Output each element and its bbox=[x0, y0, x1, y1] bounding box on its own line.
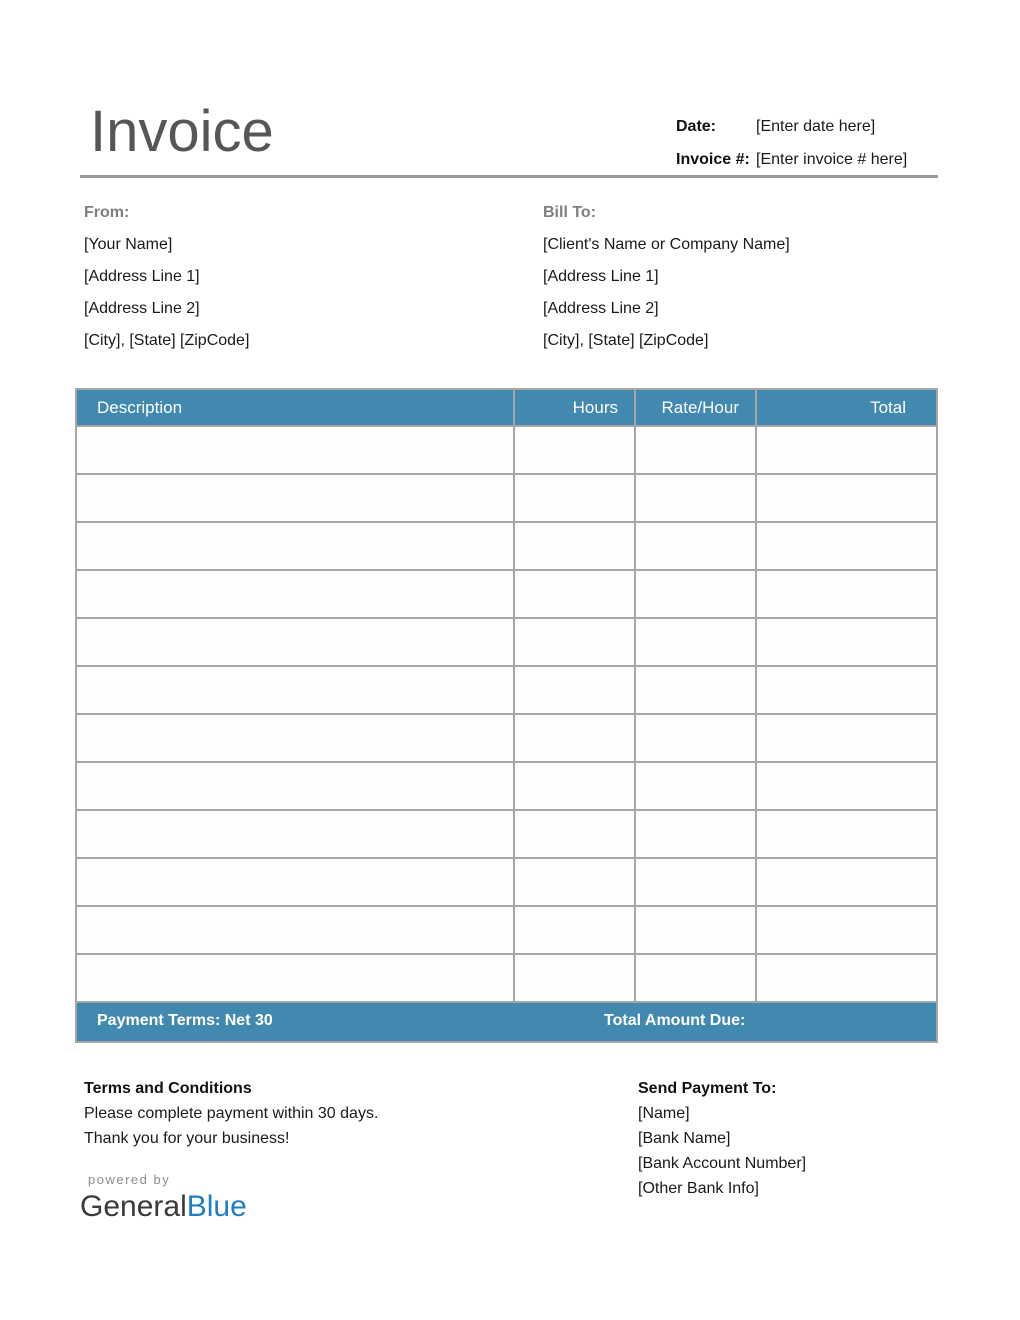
cell-total[interactable] bbox=[755, 667, 936, 713]
invoice-number-row bbox=[676, 143, 907, 176]
cell-description[interactable] bbox=[77, 427, 513, 473]
cell-rate-hour[interactable] bbox=[634, 571, 755, 617]
from-address-line[interactable]: [Your Name] bbox=[84, 236, 173, 253]
page-title: Invoice bbox=[90, 99, 274, 164]
cell-hours[interactable] bbox=[513, 667, 634, 713]
table-row bbox=[77, 521, 936, 569]
table-row bbox=[77, 665, 936, 713]
cell-hours[interactable] bbox=[513, 811, 634, 857]
cell-description[interactable] bbox=[77, 859, 513, 905]
cell-hours[interactable] bbox=[513, 907, 634, 953]
from-label: From: bbox=[84, 204, 130, 221]
column-header-rate-hour: Rate/Hour bbox=[634, 390, 755, 425]
bill-to-address-line[interactable]: [City], [State] [ZipCode] bbox=[543, 332, 709, 349]
from-lines bbox=[84, 229, 249, 357]
terms-line: Thank you for your business! bbox=[84, 1130, 290, 1147]
from-section bbox=[84, 197, 249, 357]
send-payment-to-section bbox=[638, 1076, 806, 1201]
invoice-number-value[interactable]: [Enter invoice # here] bbox=[756, 151, 908, 168]
cell-rate-hour[interactable] bbox=[634, 715, 755, 761]
cell-rate-hour[interactable] bbox=[634, 475, 755, 521]
cell-total[interactable] bbox=[755, 859, 936, 905]
table-row bbox=[77, 617, 936, 665]
bill-to-label: Bill To: bbox=[543, 204, 597, 221]
cell-hours[interactable] bbox=[513, 571, 634, 617]
invoice-number-label: Invoice #: bbox=[676, 151, 750, 168]
cell-description[interactable] bbox=[77, 571, 513, 617]
powered-by-text: powered by bbox=[88, 1172, 171, 1187]
invoice-table-body bbox=[77, 425, 936, 1001]
cell-rate-hour[interactable] bbox=[634, 619, 755, 665]
date-row bbox=[676, 110, 907, 143]
cell-total[interactable] bbox=[755, 619, 936, 665]
cell-description[interactable] bbox=[77, 763, 513, 809]
payment-info-lines bbox=[638, 1101, 806, 1201]
table-row bbox=[77, 761, 936, 809]
cell-rate-hour[interactable] bbox=[634, 811, 755, 857]
logo-text-blue: Blue bbox=[186, 1190, 247, 1223]
cell-hours[interactable] bbox=[513, 619, 634, 665]
cell-hours[interactable] bbox=[513, 955, 634, 1001]
payment-info-line[interactable]: [Bank Name] bbox=[638, 1130, 731, 1147]
cell-total[interactable] bbox=[755, 571, 936, 617]
cell-description[interactable] bbox=[77, 523, 513, 569]
cell-rate-hour[interactable] bbox=[634, 907, 755, 953]
header-divider bbox=[80, 175, 938, 178]
terms-and-conditions-section bbox=[84, 1076, 378, 1151]
cell-rate-hour[interactable] bbox=[634, 667, 755, 713]
table-row bbox=[77, 953, 936, 1001]
table-row bbox=[77, 713, 936, 761]
cell-hours[interactable] bbox=[513, 763, 634, 809]
cell-description[interactable] bbox=[77, 811, 513, 857]
column-header-total: Total bbox=[755, 390, 936, 425]
table-row bbox=[77, 905, 936, 953]
send-payment-to-heading: Send Payment To: bbox=[638, 1080, 777, 1097]
cell-total[interactable] bbox=[755, 811, 936, 857]
terms-lines bbox=[84, 1101, 378, 1151]
bill-to-lines bbox=[543, 229, 790, 357]
terms-heading: Terms and Conditions bbox=[84, 1080, 252, 1097]
cell-description[interactable] bbox=[77, 667, 513, 713]
total-amount-due-value[interactable] bbox=[757, 1003, 927, 1039]
table-row bbox=[77, 809, 936, 857]
bill-to-address-line[interactable]: [Client's Name or Company Name] bbox=[543, 236, 790, 253]
terms-line: Please complete payment within 30 days. bbox=[84, 1105, 379, 1122]
bill-to-address-line[interactable]: [Address Line 2] bbox=[543, 300, 659, 317]
invoice-meta bbox=[676, 110, 907, 176]
bill-to-section bbox=[543, 197, 790, 357]
cell-description[interactable] bbox=[77, 619, 513, 665]
payment-info-line[interactable]: [Other Bank Info] bbox=[638, 1180, 759, 1197]
cell-hours[interactable] bbox=[513, 715, 634, 761]
cell-hours[interactable] bbox=[513, 475, 634, 521]
payment-info-line[interactable]: [Bank Account Number] bbox=[638, 1155, 807, 1172]
table-row bbox=[77, 473, 936, 521]
cell-hours[interactable] bbox=[513, 859, 634, 905]
table-row bbox=[77, 425, 936, 473]
cell-total[interactable] bbox=[755, 715, 936, 761]
cell-rate-hour[interactable] bbox=[634, 523, 755, 569]
table-footer-row bbox=[77, 1001, 936, 1041]
column-header-hours: Hours bbox=[513, 390, 634, 425]
date-label: Date: bbox=[676, 118, 717, 135]
date-value[interactable]: [Enter date here] bbox=[756, 118, 876, 135]
cell-hours[interactable] bbox=[513, 523, 634, 569]
cell-rate-hour[interactable] bbox=[634, 427, 755, 473]
table-header-row bbox=[77, 390, 936, 425]
cell-total[interactable] bbox=[755, 523, 936, 569]
bill-to-address-line[interactable]: [Address Line 1] bbox=[543, 268, 659, 285]
cell-total[interactable] bbox=[755, 427, 936, 473]
cell-hours[interactable] bbox=[513, 427, 634, 473]
general-blue-branding bbox=[80, 1170, 247, 1224]
cell-total[interactable] bbox=[755, 475, 936, 521]
from-address-line[interactable]: [City], [State] [ZipCode] bbox=[84, 332, 250, 349]
cell-description[interactable] bbox=[77, 907, 513, 953]
cell-rate-hour[interactable] bbox=[634, 955, 755, 1001]
line-items-table bbox=[75, 388, 938, 1043]
cell-description[interactable] bbox=[77, 955, 513, 1001]
general-blue-logo bbox=[80, 1190, 247, 1224]
cell-description[interactable] bbox=[77, 475, 513, 521]
cell-total[interactable] bbox=[755, 955, 936, 1001]
column-header-description: Description bbox=[77, 390, 513, 425]
logo-text-general: General bbox=[80, 1190, 187, 1223]
payment-terms-label: Payment Terms: Net 30 bbox=[97, 1012, 273, 1029]
from-address-line[interactable]: [Address Line 1] bbox=[84, 268, 200, 285]
cell-rate-hour[interactable] bbox=[634, 763, 755, 809]
cell-total[interactable] bbox=[755, 907, 936, 953]
cell-description[interactable] bbox=[77, 715, 513, 761]
payment-info-line[interactable]: [Name] bbox=[638, 1105, 690, 1122]
cell-total[interactable] bbox=[755, 763, 936, 809]
total-amount-due-label: Total Amount Due: bbox=[604, 1012, 746, 1029]
cell-rate-hour[interactable] bbox=[634, 859, 755, 905]
table-row bbox=[77, 569, 936, 617]
from-address-line[interactable]: [Address Line 2] bbox=[84, 300, 200, 317]
table-row bbox=[77, 857, 936, 905]
